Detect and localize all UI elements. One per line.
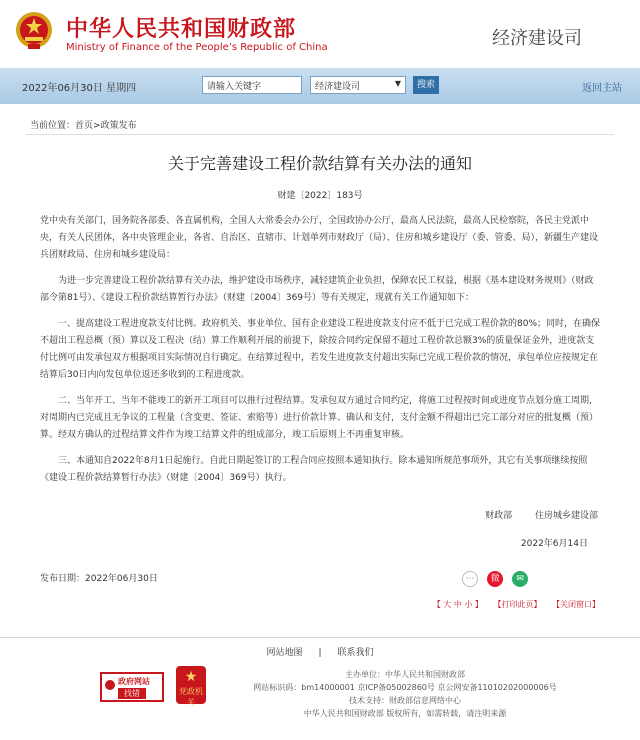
gov-site-error-badge[interactable]: [100, 672, 164, 702]
footer-divider: [0, 637, 640, 638]
host-unit: 主办单位：中华人民共和国财政部: [345, 670, 465, 679]
nav-bar: [0, 68, 640, 104]
current-date: 2022年06月30日 星期四: [22, 83, 137, 94]
signatories: [465, 508, 598, 521]
party-badge-label: 党政机关: [179, 687, 203, 707]
article-title: 关于完善建设工程价款结算有关办法的通知: [167, 154, 472, 173]
site-title[interactable]: 中华人民共和国财政部: [66, 17, 297, 42]
document-number: 财建〔2022〕183号: [277, 191, 363, 201]
publish-date: [40, 571, 158, 584]
article-recipients: 党中央有关部门，国务院各部委、各直属机构，全国人大常委会办公厅，全国政协办公厅，最高人民法院，最高人民检察院，各民主党派中央，有关人民团体，各中央管理企业，各省、自治区、直辖市、计划单列市财政厅（局）、住房和城乡建设厅（委、管委、局），新疆生产建设兵团财政局、住房和城乡建设局：: [40, 216, 599, 260]
publish-date-label: 发布日期：: [40, 574, 86, 584]
divider: [26, 134, 614, 135]
return-home-link[interactable]: 返回主站: [582, 83, 622, 94]
publish-date-value: 2022年06月30日: [85, 574, 158, 584]
print-button[interactable]: 【打印此页】: [493, 600, 542, 609]
article-paragraph: 三、本通知自2022年8月1日起施行。自此日期起签订的工程合同应按照本通知执行。除本通知所规范事项外，其它有关事项继续按照《建设工程价款结算暂行办法》（财建〔2004〕369号）执行。: [40, 456, 588, 483]
search-button[interactable]: 搜索: [413, 76, 439, 94]
breadcrumb-separator: >: [93, 121, 101, 131]
search-input[interactable]: [202, 76, 302, 94]
share-bar: [462, 568, 532, 588]
article-paragraph: 为进一步完善建设工程价款结算有关办法，维护建设市场秩序，减轻建筑企业负担，保障农民工权益，根据《基本建设财务规则》（财政部令第81号）、《建设工程价款结算暂行办法》（财建〔2004〕369号）等有关规定，现就有关工作通知如下：: [40, 276, 594, 303]
gov-badge-action: 找错: [118, 688, 146, 699]
wechat-icon[interactable]: ✉: [512, 571, 528, 587]
party-gov-badge[interactable]: [176, 666, 206, 707]
gov-badge-icon: [105, 680, 115, 690]
contact-link[interactable]: 联系我们: [337, 648, 374, 658]
department-select[interactable]: [310, 76, 406, 94]
signer: 住房城乡建设部: [534, 511, 598, 521]
department-select-value: 经济建设司: [315, 82, 361, 92]
breadcrumb-prefix: 当前位置：: [30, 121, 76, 131]
sitemap-link[interactable]: 网站地图: [266, 648, 303, 658]
national-emblem-icon: [14, 10, 54, 52]
share-icon[interactable]: ⋯: [462, 571, 478, 587]
copyright: 中华人民共和国财政部 版权所有，如需转载，请注明来源: [303, 709, 507, 718]
article-body: [40, 213, 600, 496]
close-window-button[interactable]: 【关闭窗口】: [552, 600, 600, 609]
weibo-icon[interactable]: 微: [487, 571, 503, 587]
breadcrumb-home[interactable]: 首页: [75, 121, 94, 131]
sign-date: 2022年6月14日: [520, 539, 588, 549]
chevron-down-icon: ▼: [394, 79, 401, 88]
site-title-english: Ministry of Finance of the People’s Republic of China: [66, 42, 328, 53]
department-name: 经济建设司: [492, 28, 582, 49]
breadcrumb-section[interactable]: 政策发布: [100, 121, 137, 131]
footer-info: [240, 668, 570, 720]
footer-links: 网站地图 | 联系我们: [266, 648, 374, 658]
signer: 财政部: [485, 511, 513, 521]
tech-support: 技术支持：财政部信息网络中心: [349, 696, 461, 705]
star-icon: ★: [184, 669, 198, 685]
gov-badge-label: 政府网站: [118, 677, 150, 686]
site-header: [0, 0, 640, 68]
breadcrumb: [30, 118, 137, 131]
article-paragraph: 一、提高建设工程进度款支付比例。政府机关、事业单位、国有企业建设工程进度款支付应不低于已完成工程价款的80%；同时，在确保不超出工程总概（预）算以及工程决（结）算工作顺利开展的前提下，除按合同约定保留不超过工程价款总额3%的质量保证金外，进度款支付比例可由发承包双方根据项目实际情况自行确定。在结算过程中，若发生进度款支付超出实际已完成工程价款的情况，承包单位应按规定在结算后30日内向发包单位返还多收到的工程进度款。: [40, 319, 601, 380]
site-identification: 网站标识码：bm14000001 京ICP备05002860号 京公网安备11010202000006号: [253, 683, 557, 692]
article-paragraph: 二、当年开工、当年不能竣工的新开工项目可以推行过程结算。发承包双方通过合同约定，将施工过程按时间或进度节点划分施工周期，对周期内已完成且无争议的工程量（含变更、签证、索赔等）进行价款计算、确认和支付，支付金额不得超出已完工部分对应的批复概（预）算。经双方确认的过程结算文件作为竣工结算文件的组成部分，竣工后原则上不再重复审核。: [40, 396, 599, 440]
article-actions: [425, 599, 600, 610]
font-size-switch[interactable]: 【 大 中 小 】: [432, 600, 483, 609]
